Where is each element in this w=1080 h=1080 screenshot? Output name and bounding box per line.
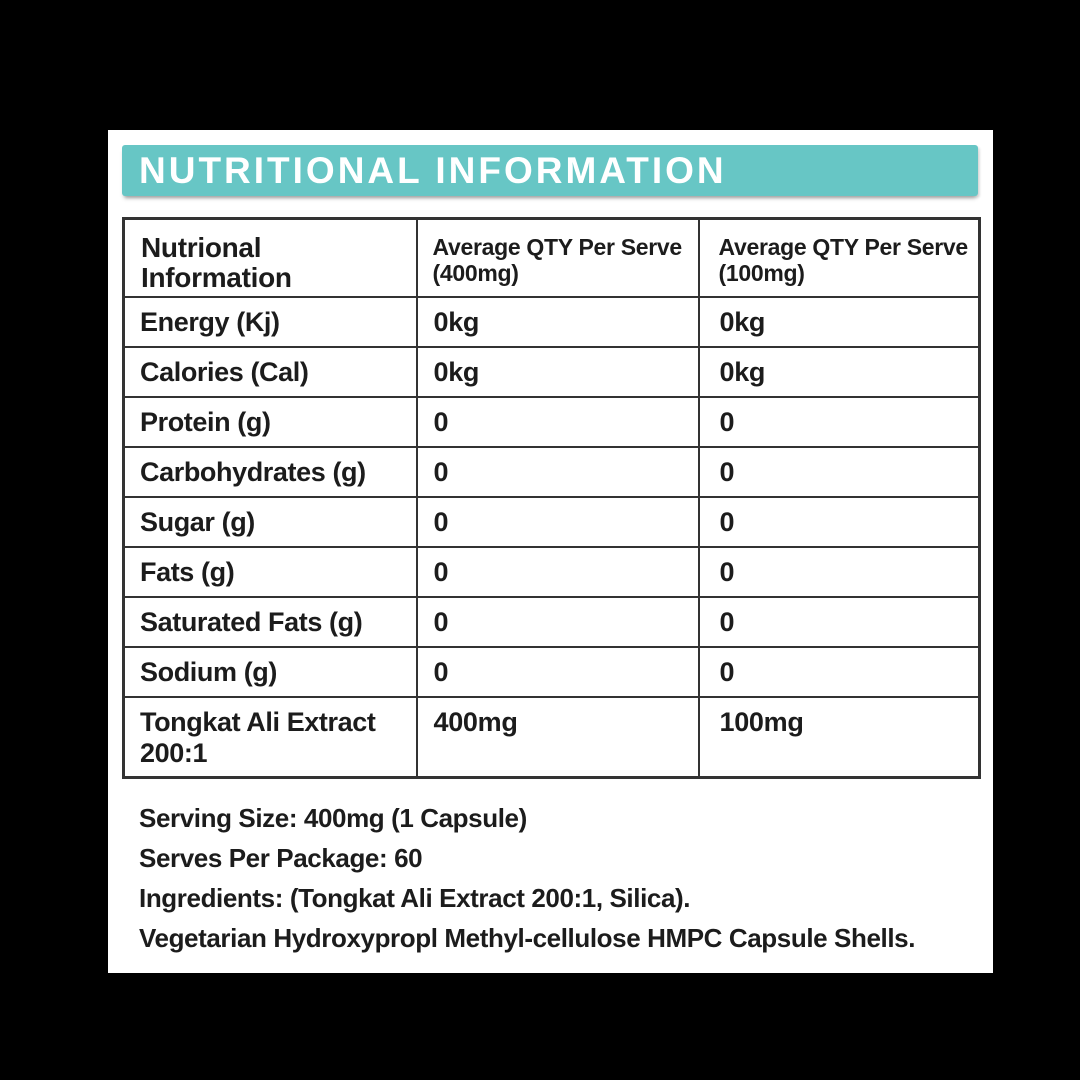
row-label: Fats (g) bbox=[124, 547, 417, 597]
table-row-energy bbox=[124, 297, 980, 347]
table-row-saturated-fats bbox=[124, 597, 980, 647]
row-label: Energy (Kj) bbox=[124, 297, 417, 347]
row-label: Tongkat Ali Extract 200:1 bbox=[124, 697, 417, 778]
header-line: Nutrional bbox=[141, 232, 262, 263]
row-value-400: 0 bbox=[417, 497, 699, 547]
serving-size-line: Serving Size: 400mg (1 Capsule) bbox=[139, 803, 527, 833]
table-row-protein bbox=[124, 397, 980, 447]
row-value-400: 0 bbox=[417, 547, 699, 597]
table-row-sugar bbox=[124, 497, 980, 547]
row-value-100: 0kg bbox=[699, 347, 980, 397]
header-avg-qty-100 bbox=[699, 219, 980, 297]
table-row-tongkat-ali-extract bbox=[124, 697, 980, 778]
row-value-400: 0 bbox=[417, 597, 699, 647]
row-value-100: 0kg bbox=[699, 297, 980, 347]
table-row-calories bbox=[124, 347, 980, 397]
row-value-400: 0 bbox=[417, 647, 699, 697]
nutrition-panel bbox=[108, 130, 993, 973]
row-value-100: 0 bbox=[699, 647, 980, 697]
ingredients-line: Ingredients: (Tongkat Ali Extract 200:1, Silica). bbox=[139, 883, 691, 913]
row-label: Calories (Cal) bbox=[124, 347, 417, 397]
footer-notes bbox=[139, 798, 979, 958]
header-line: (400mg) bbox=[432, 260, 519, 286]
header-nutrition-info bbox=[124, 219, 417, 297]
table-header-row bbox=[124, 219, 980, 297]
row-value-100: 0 bbox=[699, 597, 980, 647]
row-value-100: 0 bbox=[699, 547, 980, 597]
row-value-400: 0kg bbox=[417, 347, 699, 397]
row-value-400: 400mg bbox=[417, 697, 699, 778]
row-label: Sugar (g) bbox=[124, 497, 417, 547]
table-row-fats bbox=[124, 547, 980, 597]
table-row-sodium bbox=[124, 647, 980, 697]
panel-title: NUTRITIONAL INFORMATION bbox=[139, 150, 727, 191]
row-value-400: 0 bbox=[417, 397, 699, 447]
row-label: Carbohydrates (g) bbox=[124, 447, 417, 497]
row-value-100: 0 bbox=[699, 447, 980, 497]
header-line: (100mg) bbox=[718, 260, 805, 286]
row-label: Saturated Fats (g) bbox=[124, 597, 417, 647]
row-label: Protein (g) bbox=[124, 397, 417, 447]
header-avg-qty-400 bbox=[417, 219, 699, 297]
title-banner bbox=[122, 145, 978, 196]
serves-per-package-line: Serves Per Package: 60 bbox=[139, 843, 423, 873]
row-label: Sodium (g) bbox=[124, 647, 417, 697]
header-line: Average QTY Per Serve bbox=[432, 234, 682, 260]
row-value-100: 100mg bbox=[699, 697, 980, 778]
nutrition-table bbox=[122, 217, 981, 779]
row-value-400: 0kg bbox=[417, 297, 699, 347]
header-line: Information bbox=[141, 262, 292, 293]
header-line: Average QTY Per Serve bbox=[718, 234, 968, 260]
capsule-shells-line: Vegetarian Hydroxypropl Methyl-cellulose HMPC Capsule Shells. bbox=[139, 923, 916, 953]
row-value-400: 0 bbox=[417, 447, 699, 497]
table-row-carbohydrates bbox=[124, 447, 980, 497]
row-value-100: 0 bbox=[699, 397, 980, 447]
row-value-100: 0 bbox=[699, 497, 980, 547]
